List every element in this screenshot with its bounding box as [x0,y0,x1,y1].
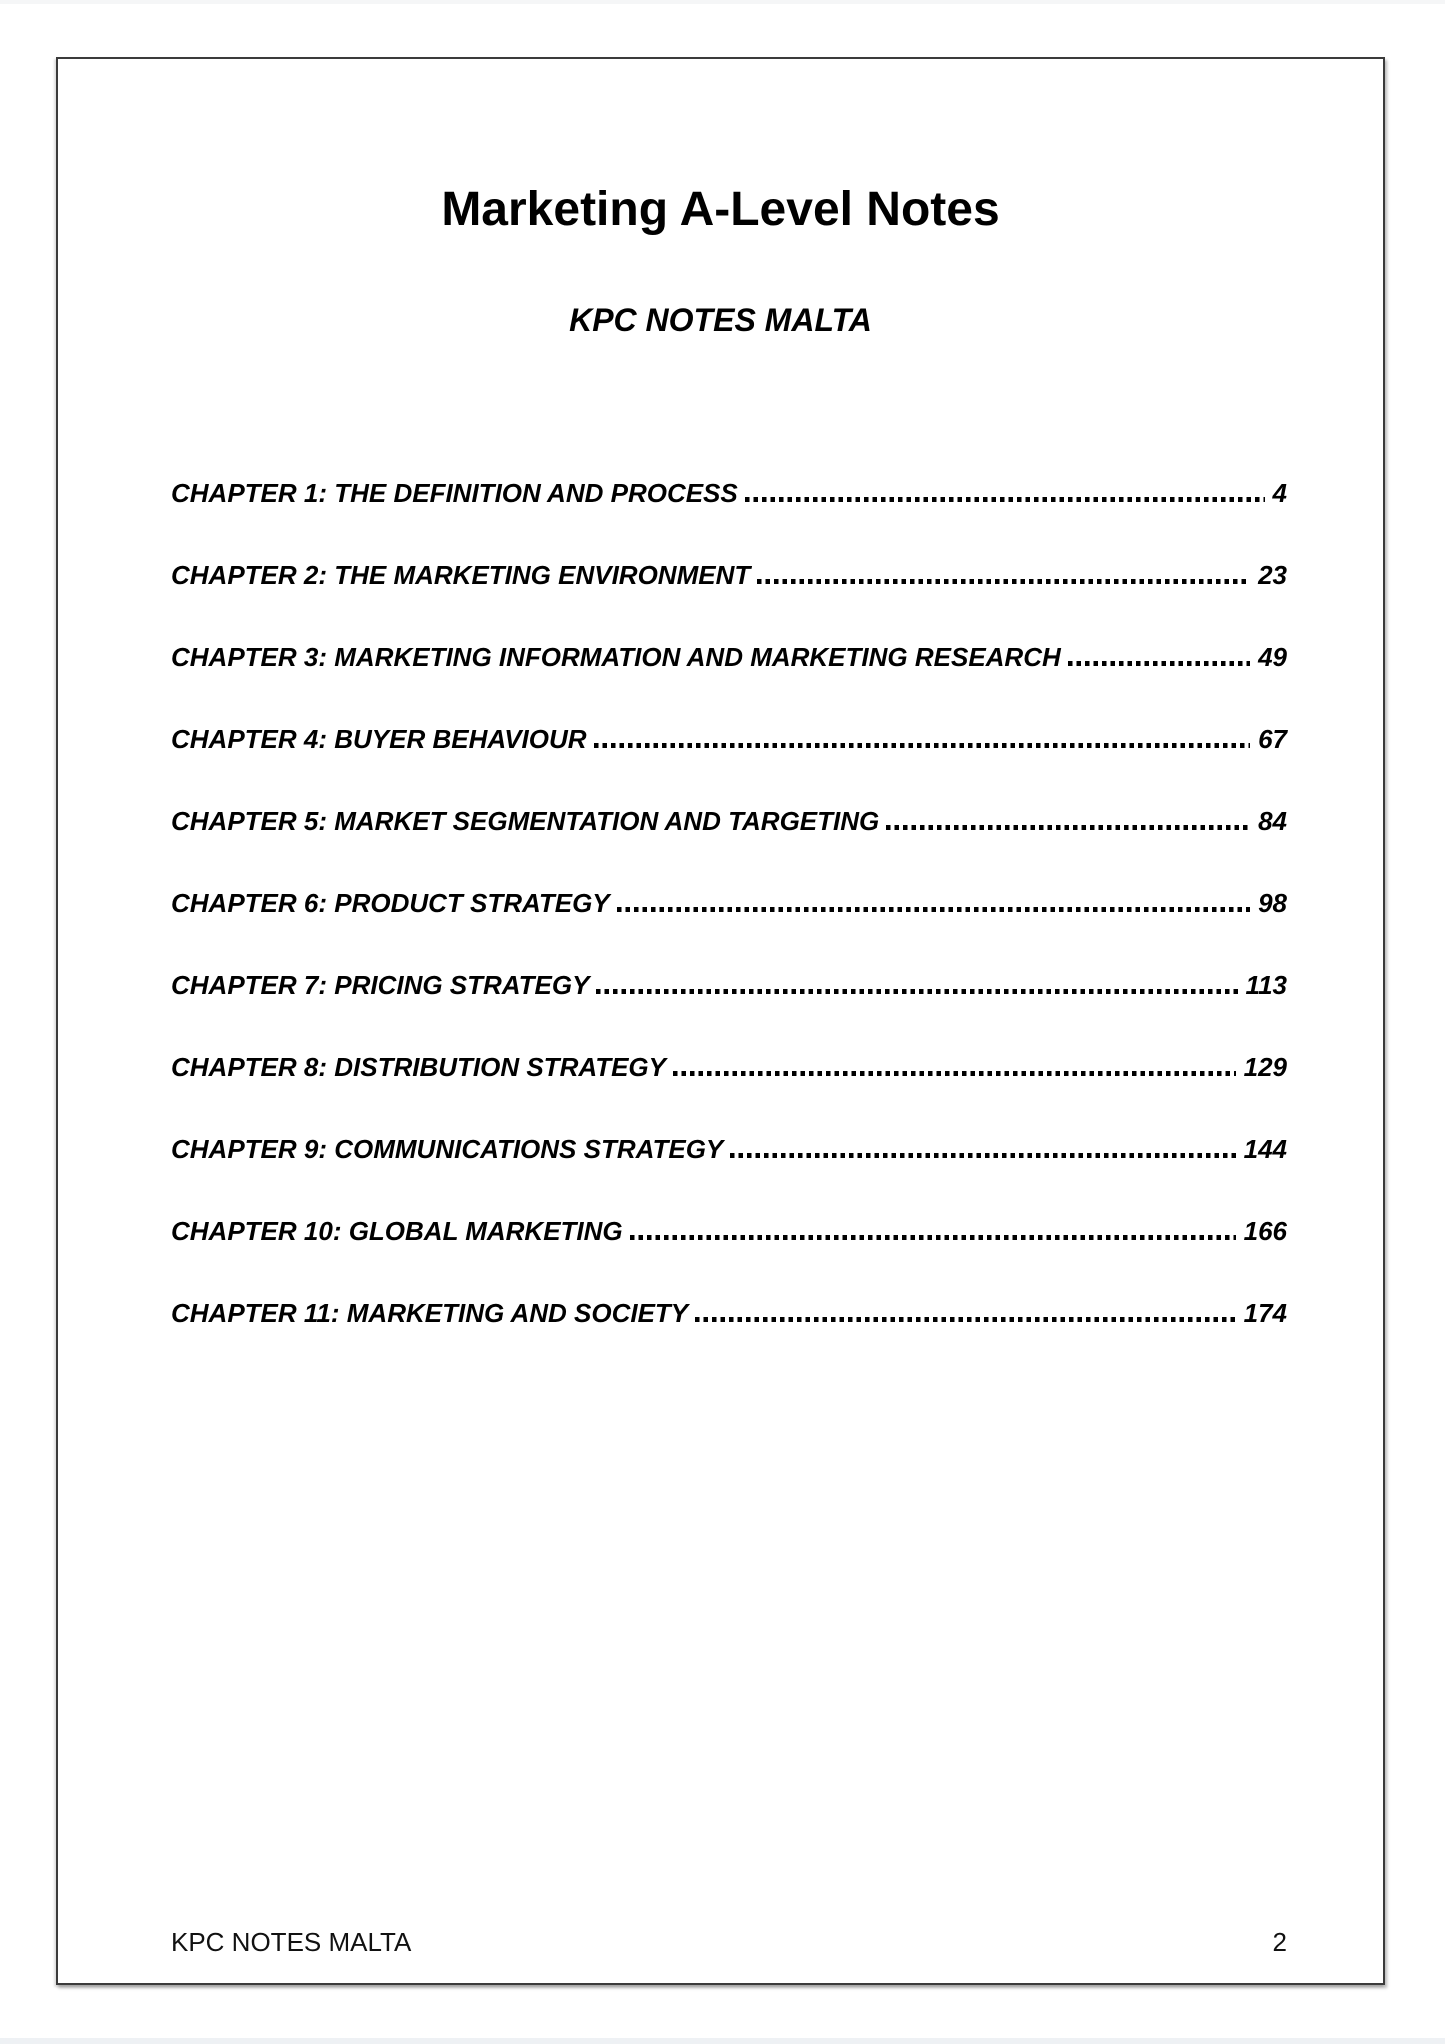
table-of-contents [171,479,1287,1381]
document-subtitle: KPC NOTES MALTA [569,302,872,338]
toc-entry-page-number: 98 [1258,888,1287,918]
toc-entry-chapter-1[interactable] [171,479,1287,507]
dot-leader [596,989,1237,994]
toc-entry-label: CHAPTER 1: THE DEFINITION AND PROCESS [171,478,738,508]
toc-entry-label: CHAPTER 4: BUYER BEHAVIOUR [171,724,587,754]
toc-entry-chapter-11[interactable] [171,1299,1287,1327]
page-footer [171,1927,1287,1957]
toc-entry-label: CHAPTER 11: MARKETING AND SOCIETY [171,1298,689,1328]
toc-entry-label: CHAPTER 6: PRODUCT STRATEGY [171,888,610,918]
toc-entry-chapter-7[interactable] [171,971,1287,999]
toc-entry-chapter-6[interactable] [171,889,1287,917]
toc-entry-label: CHAPTER 7: PRICING STRATEGY [171,970,590,1000]
toc-entry-label: CHAPTER 8: DISTRIBUTION STRATEGY [171,1052,666,1082]
dot-leader [673,1071,1236,1076]
toc-entry-page-number: 4 [1272,478,1287,508]
toc-entry-page-number: 49 [1258,642,1287,672]
toc-entry-chapter-10[interactable] [171,1217,1287,1245]
toc-entry-label: CHAPTER 10: GLOBAL MARKETING [171,1216,623,1246]
toc-entry-label: CHAPTER 9: COMMUNICATIONS STRATEGY [171,1134,724,1164]
document-title: Marketing A-Level Notes [441,183,1000,236]
dot-leader [1068,661,1250,666]
dot-leader [745,497,1265,502]
dot-leader [695,1317,1235,1322]
toc-entry-chapter-3[interactable] [171,643,1287,671]
dot-leader [757,579,1250,584]
toc-entry-page-number: 67 [1258,724,1287,754]
dot-leader [617,907,1250,912]
toc-entry-label: CHAPTER 3: MARKETING INFORMATION AND MARKETING RESEARCH [171,642,1061,672]
toc-entry-chapter-5[interactable] [171,807,1287,835]
toc-entry-page-number: 174 [1243,1298,1287,1328]
toc-entry-chapter-9[interactable] [171,1135,1287,1163]
toc-entry-chapter-4[interactable] [171,725,1287,753]
toc-entry-page-number: 144 [1243,1134,1287,1164]
viewport-top-strip [0,0,1445,4]
toc-entry-page-number: 23 [1258,560,1287,590]
dot-leader [730,1153,1235,1158]
toc-entry-chapter-2[interactable] [171,561,1287,589]
toc-entry-page-number: 84 [1258,806,1287,836]
dot-leader [886,825,1250,830]
toc-entry-page-number: 166 [1243,1216,1287,1246]
toc-entry-label: CHAPTER 2: THE MARKETING ENVIRONMENT [171,560,751,590]
document-page [56,57,1385,1985]
footer-page-number: 2 [1272,1927,1287,1957]
toc-entry-label: CHAPTER 5: MARKET SEGMENTATION AND TARGETING [171,806,880,836]
toc-entry-page-number: 113 [1245,970,1287,1000]
footer-left-text: KPC NOTES MALTA [171,1927,412,1957]
dot-leader [594,743,1251,748]
toc-entry-page-number: 129 [1243,1052,1287,1082]
dot-leader [630,1235,1236,1240]
viewport-bottom-strip [0,2038,1445,2044]
toc-entry-chapter-8[interactable] [171,1053,1287,1081]
